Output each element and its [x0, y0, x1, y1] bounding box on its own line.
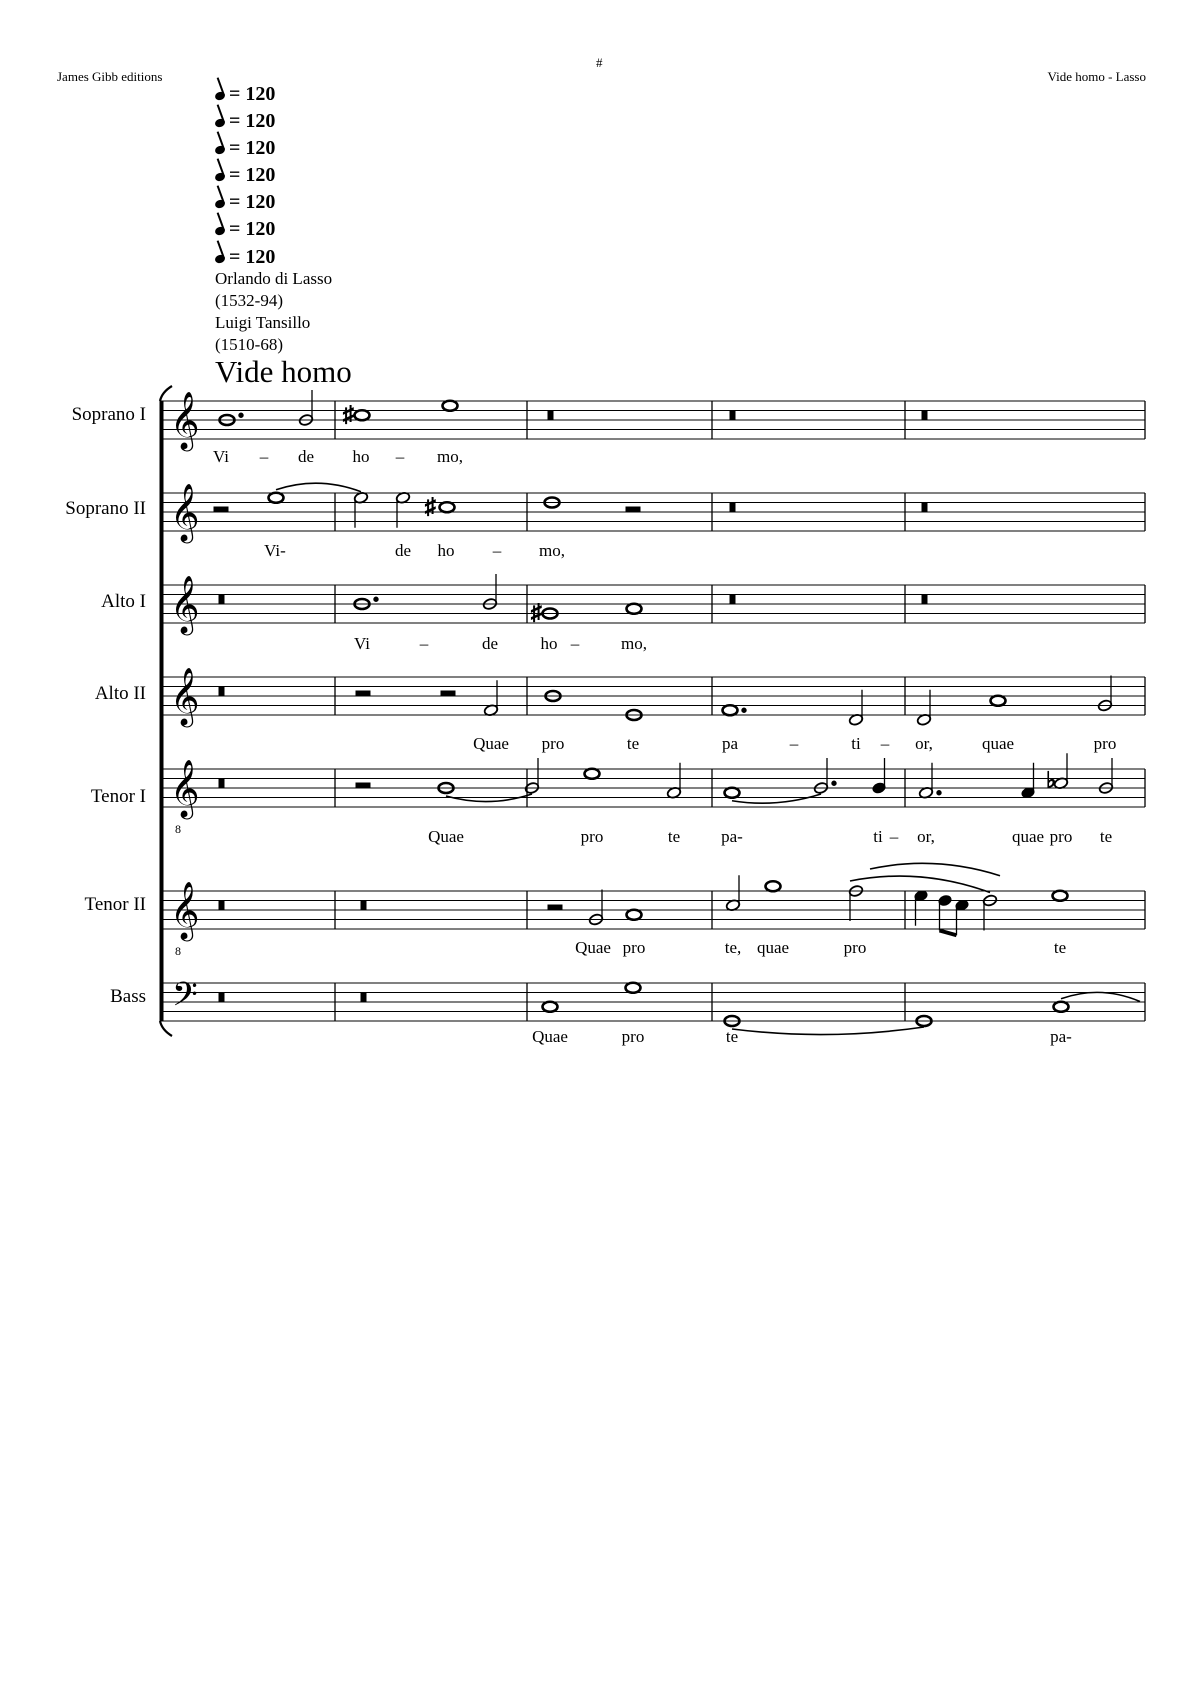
lyric-syllable: pro	[1093, 734, 1117, 753]
half-rest	[356, 783, 370, 788]
breve-rest	[219, 993, 224, 1003]
lyric-syllable: te,	[724, 938, 742, 957]
lyric-syllable: pro	[621, 1027, 645, 1046]
lyric-syllable: te	[667, 827, 681, 846]
lyric-syllable: ho	[540, 634, 558, 653]
lyric-syllable: ho	[352, 447, 370, 466]
breve-rest	[219, 687, 224, 697]
whole-note	[991, 696, 1006, 706]
lyric-syllable: pa-	[721, 827, 743, 846]
tie	[732, 794, 821, 803]
treble-clef-icon: 𝄞	[170, 667, 200, 725]
lyric-syllable: de	[297, 447, 315, 466]
lyric-hyphen: –	[419, 634, 429, 653]
lyric-syllable: pa	[721, 734, 739, 753]
sharp-icon: ♯	[343, 401, 354, 427]
lyric-syllable: mo,	[621, 634, 647, 653]
augmentation-dot	[374, 597, 378, 601]
poet-dates: (1510-68)	[215, 335, 283, 354]
lyric-syllable: te	[626, 734, 640, 753]
barlines	[335, 401, 1145, 1021]
breve-rest	[219, 901, 224, 911]
lyric-syllable: Quae	[428, 827, 464, 846]
whole-note	[355, 410, 370, 420]
augmentation-dot	[742, 708, 746, 712]
tie	[850, 876, 990, 892]
whole-note	[723, 705, 738, 715]
bass-clef-icon: 𝄢	[172, 976, 198, 1022]
breve-rest	[730, 411, 735, 421]
tempo-mark: = 120	[215, 218, 275, 241]
part-name-tenor-2: Tenor II	[84, 894, 146, 915]
breve-rest	[922, 595, 927, 605]
augmentation-dot	[937, 791, 941, 795]
composer-name: Orlando di Lasso	[215, 269, 333, 288]
lyric-syllable: Vi	[354, 634, 370, 653]
part-name-soprano-2: Soprano II	[65, 498, 146, 519]
half-rest	[214, 507, 228, 512]
whole-note	[627, 910, 642, 920]
lyric-syllable: ti	[851, 734, 861, 753]
part-name-alto-2: Alto II	[94, 683, 146, 704]
lyric-syllable: or,	[915, 734, 933, 753]
beam	[940, 931, 957, 936]
tempo-mark: = 120	[215, 246, 275, 269]
lyric-syllable: de	[481, 634, 499, 653]
page-marker: #	[596, 55, 603, 70]
whole-note	[440, 502, 455, 512]
whole-note	[627, 604, 642, 614]
sharp-icon: ♯	[531, 599, 542, 625]
lyric-syllable: quae	[981, 734, 1015, 753]
lyric-hyphen: –	[889, 827, 899, 846]
tie	[1061, 992, 1140, 1001]
lyric-syllable: Vi-	[264, 541, 286, 560]
lyric-syllable: te	[1099, 827, 1113, 846]
notes	[214, 390, 1140, 1035]
whole-note	[1053, 891, 1068, 901]
tempo-mark: = 120	[215, 83, 275, 106]
breve-rest	[361, 901, 366, 911]
tempo-mark: = 120	[215, 110, 275, 133]
piece-title: Vide homo	[215, 354, 352, 389]
lyric-syllable: de	[394, 541, 412, 560]
lyric-syllable: Quae	[575, 938, 611, 957]
lyric-syllable: pro	[541, 734, 565, 753]
whole-note	[1054, 1002, 1069, 1012]
tempo-mark: = 120	[215, 137, 275, 160]
whole-note	[725, 788, 740, 798]
lyric-syllable: pro	[843, 938, 867, 957]
treble-clef-icon: 𝄞	[170, 881, 200, 939]
lyric-hyphen: –	[492, 541, 502, 560]
lyric-syllable: pa-	[1050, 1027, 1072, 1046]
whole-note	[543, 1002, 558, 1012]
tie	[870, 863, 1000, 875]
half-rest	[626, 507, 640, 512]
breve-rest	[548, 411, 553, 421]
augmentation-dot	[239, 413, 243, 417]
breve-rest	[361, 993, 366, 1003]
whole-note	[766, 881, 781, 891]
lyric-syllable: quae	[756, 938, 790, 957]
treble-clef-icon: 𝄞	[170, 391, 200, 449]
whole-note	[585, 769, 600, 779]
running-title: Vide homo - Lasso	[1047, 69, 1146, 84]
part-name-tenor-1: Tenor I	[90, 786, 146, 807]
lyric-syllable: ho	[437, 541, 455, 560]
clef-octave-mark: 8	[175, 944, 181, 958]
lyric-syllable: quae	[1011, 827, 1045, 846]
whole-note	[626, 983, 641, 993]
half-rest	[356, 691, 370, 696]
lyric-syllable: mo,	[437, 447, 463, 466]
clefs	[170, 391, 200, 1022]
breve-rest	[922, 411, 927, 421]
sharp-icon: ♯	[425, 493, 436, 519]
lyric-syllable: Quae	[532, 1027, 568, 1046]
tie	[732, 1027, 924, 1035]
lyric-hyphen: –	[395, 447, 405, 466]
treble-clef-icon: 𝄞	[170, 575, 200, 633]
publisher-credit: James Gibb editions	[57, 69, 163, 84]
lyric-syllable: pro	[580, 827, 604, 846]
composer-dates: (1532-94)	[215, 291, 283, 310]
breve-rest	[219, 595, 224, 605]
lyric-syllable: mo,	[539, 541, 565, 560]
breve-rest	[219, 779, 224, 789]
lyric-syllable: ti	[873, 827, 883, 846]
staff-lines	[161, 401, 1145, 1021]
lyric-hyphen: –	[789, 734, 799, 753]
lyric-syllable: or,	[917, 827, 935, 846]
part-name-soprano-1: Soprano I	[71, 404, 146, 425]
lyric-syllable: te	[725, 1027, 739, 1046]
whole-note	[269, 493, 284, 503]
part-name-bass: Bass	[110, 986, 146, 1007]
half-rest	[441, 691, 455, 696]
treble-clef-icon: 𝄞	[170, 759, 200, 817]
treble-clef-icon: 𝄞	[170, 483, 200, 541]
lyric-hyphen: –	[880, 734, 890, 753]
lyric-syllable: Vi	[213, 447, 229, 466]
lyric-syllable: te	[1053, 938, 1067, 957]
lyric-hyphen: –	[259, 447, 269, 466]
whole-note	[443, 401, 458, 411]
half-rest	[548, 905, 562, 910]
tempo-mark: = 120	[215, 164, 275, 187]
breve-rest	[730, 503, 735, 513]
augmentation-dot	[832, 781, 836, 785]
lyric-hyphen: –	[570, 634, 580, 653]
flat-icon: ♭	[1046, 767, 1057, 793]
clef-octave-mark: 8	[175, 822, 181, 836]
lyric-syllable: pro	[1049, 827, 1073, 846]
part-name-alto-1: Alto I	[101, 591, 146, 612]
lyric-syllable: pro	[622, 938, 646, 957]
lyric-syllable: Quae	[473, 734, 509, 753]
breve-rest	[730, 595, 735, 605]
tempo-mark: = 120	[215, 191, 275, 214]
tie	[276, 483, 361, 492]
poet-name: Luigi Tansillo	[215, 313, 311, 332]
breve-rest	[922, 503, 927, 513]
